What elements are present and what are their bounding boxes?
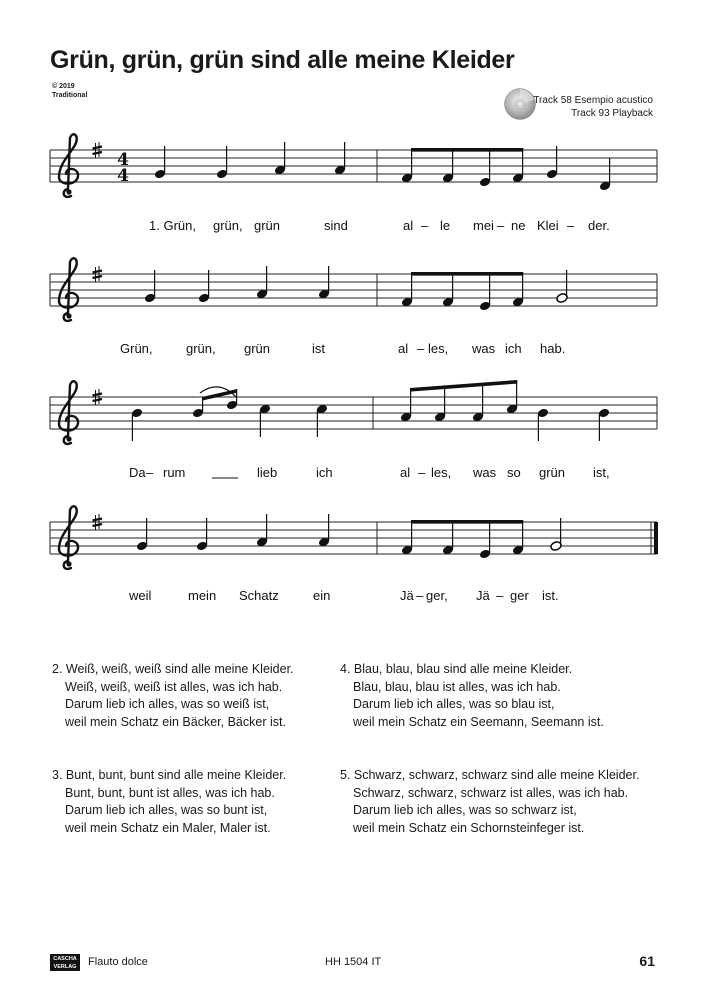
lyric-syllable: 1. Grün, <box>149 218 196 233</box>
verse-line: Weiß, weiß, weiß ist alles, was ich hab. <box>65 679 283 694</box>
half-note <box>550 518 562 551</box>
lyric-syllable: Grün, <box>120 341 153 356</box>
lyric-syllable: al <box>400 465 411 480</box>
time-signature-top: 4 <box>117 150 129 170</box>
lyric-syllable: le <box>440 218 451 233</box>
lyric-syllable: ne <box>511 218 526 233</box>
lyric-syllable: – <box>567 218 575 233</box>
beam <box>411 272 523 276</box>
verse-line: weil mein Schatz ein Seemann, Seemann ist. <box>353 714 604 729</box>
lyric-syllable: – <box>421 218 429 233</box>
lyric-syllable: Jä <box>476 588 490 603</box>
lyric-syllable: ist. <box>542 588 559 603</box>
beam <box>411 520 523 524</box>
staff-1 <box>50 134 657 233</box>
quarter-note <box>537 408 549 441</box>
lyric-syllable: – <box>496 588 504 603</box>
lyric-syllable: ger <box>510 588 529 603</box>
verse-line: 5. Schwarz, schwarz, schwarz sind alle meine Kleider. <box>340 768 640 782</box>
beam <box>202 389 237 401</box>
lyric-syllable: ist, <box>593 465 610 480</box>
final-bar-thick <box>654 522 658 554</box>
verse-line: Darum lieb ich alles, was so weiß ist, <box>65 697 270 711</box>
lyric-syllable: Da <box>129 465 146 480</box>
lyric-syllable: sind <box>324 218 348 233</box>
quarter-note <box>256 514 268 547</box>
lyric-syllable: al <box>403 218 414 233</box>
lyric-syllable: hab. <box>540 341 566 356</box>
quarter-note <box>316 404 328 437</box>
lyric-syllable: Jä <box>400 588 414 603</box>
lyric-syllable: ich <box>316 465 333 480</box>
staff-2 <box>50 258 657 356</box>
lyric-syllable: Schatz <box>239 588 279 603</box>
publisher-logo <box>50 954 80 971</box>
half-note <box>556 270 568 303</box>
lyric-syllable: Klei <box>537 218 559 233</box>
quarter-note <box>256 266 268 299</box>
verse-line: Bunt, bunt, bunt ist alles, was ich hab. <box>65 785 275 800</box>
lyric-syllable: weil <box>129 588 152 603</box>
lyric-syllable: so <box>507 465 521 480</box>
lyric-syllable: – <box>418 465 426 480</box>
composer-credit: Traditional <box>52 92 88 99</box>
quarter-note <box>334 142 346 175</box>
treble-clef-dot <box>66 436 71 441</box>
lyric-syllable: ist <box>312 341 325 356</box>
verse-line: Darum lieb ich alles, was so schwarz ist, <box>353 803 577 817</box>
staff-3 <box>50 380 657 480</box>
lyric-syllable: ich <box>505 341 522 356</box>
quarter-note <box>598 408 610 441</box>
beam <box>411 148 523 152</box>
track-example: Track 58 Esempio acustico <box>533 95 653 106</box>
verse-line: weil mein Schatz ein Bäcker, Bäcker ist. <box>65 714 286 729</box>
lyric-syllable: was <box>472 341 496 356</box>
lyric-syllable: grün, <box>213 218 243 233</box>
quarter-note <box>136 518 148 551</box>
verse-3 <box>52 767 286 837</box>
verse-5 <box>340 767 639 837</box>
logo-line: VERLAG <box>53 964 77 970</box>
quarter-note <box>144 270 156 303</box>
verse-line: Blau, blau, blau ist alles, was ich hab. <box>353 679 561 694</box>
quarter-note <box>131 408 143 441</box>
verse-line: weil mein Schatz ein Schornsteinfeger ist. <box>353 820 585 835</box>
lyric-syllable: rum <box>163 465 186 480</box>
quarter-note <box>198 270 210 303</box>
treble-clef-dot <box>66 561 71 566</box>
catalog-number: HH 1504 IT <box>325 956 382 968</box>
track-playback: Track 93 Playback <box>571 108 653 119</box>
quarter-note <box>546 146 558 179</box>
lyric-syllable: ger, <box>426 588 448 603</box>
treble-clef-dot <box>66 313 71 318</box>
lyric-syllable: – <box>497 218 505 233</box>
lyric-syllable: der. <box>588 218 610 233</box>
quarter-note <box>259 404 271 437</box>
quarter-note <box>154 146 166 179</box>
quarter-note <box>599 158 611 191</box>
quarter-note <box>216 146 228 179</box>
eighth-note <box>479 148 491 187</box>
treble-clef-dot <box>66 189 71 194</box>
copyright-year: © 2019 <box>52 83 75 90</box>
eighth-note <box>434 385 446 422</box>
lyric-syllable: grün <box>539 465 566 480</box>
verse-line: 2. Weiß, weiß, weiß sind alle meine Kleider. <box>52 662 294 676</box>
verse-line: 4. Blau, blau, blau sind alle meine Kleider. <box>340 662 573 676</box>
lyric-syllable: les, <box>431 465 452 480</box>
lyric-syllable: grün <box>244 341 271 356</box>
lyric-syllable: mei <box>473 218 494 233</box>
lyric-syllable: al <box>398 341 409 356</box>
song-title: Grün, grün, grün sind alle meine Kleider <box>50 46 515 74</box>
lyric-syllable: grün <box>254 218 281 233</box>
quarter-note <box>274 142 286 175</box>
verse-line: Darum lieb ich alles, was so bunt ist, <box>65 803 268 817</box>
quarter-note <box>318 514 330 547</box>
lyric-syllable: – <box>146 465 154 480</box>
lyric-syllable: mein <box>188 588 217 603</box>
quarter-note <box>318 266 330 299</box>
page-number: 61 <box>639 953 655 969</box>
lyric-syllable: was <box>473 465 497 480</box>
quarter-note <box>196 518 208 551</box>
lyric-syllable: lieb <box>257 465 278 480</box>
eighth-note <box>472 383 484 423</box>
verse-line: weil mein Schatz ein Maler, Maler ist. <box>65 820 271 835</box>
logo-line: CASCHA <box>53 956 77 962</box>
lyric-syllable: – <box>416 588 424 603</box>
beam <box>410 380 517 392</box>
lyric-syllable: les, <box>428 341 449 356</box>
lyric-syllable: – <box>417 341 425 356</box>
verse-line: Schwarz, schwarz, schwarz ist alles, was ich hab. <box>353 785 629 800</box>
staff-4 <box>50 506 658 603</box>
verse-2 <box>52 661 294 731</box>
eighth-note <box>479 520 491 559</box>
lyric-syllable: ein <box>313 588 331 603</box>
verse-line: Darum lieb ich alles, was so blau ist, <box>353 697 555 711</box>
eighth-note <box>479 272 491 311</box>
verse-4 <box>340 661 604 731</box>
instrument-label: Flauto dolce <box>88 956 148 968</box>
verse-line: 3. Bunt, bunt, bunt sind alle meine Kleider. <box>52 768 287 782</box>
lyric-syllable: grün, <box>186 341 216 356</box>
time-signature-bottom: 4 <box>117 166 129 186</box>
